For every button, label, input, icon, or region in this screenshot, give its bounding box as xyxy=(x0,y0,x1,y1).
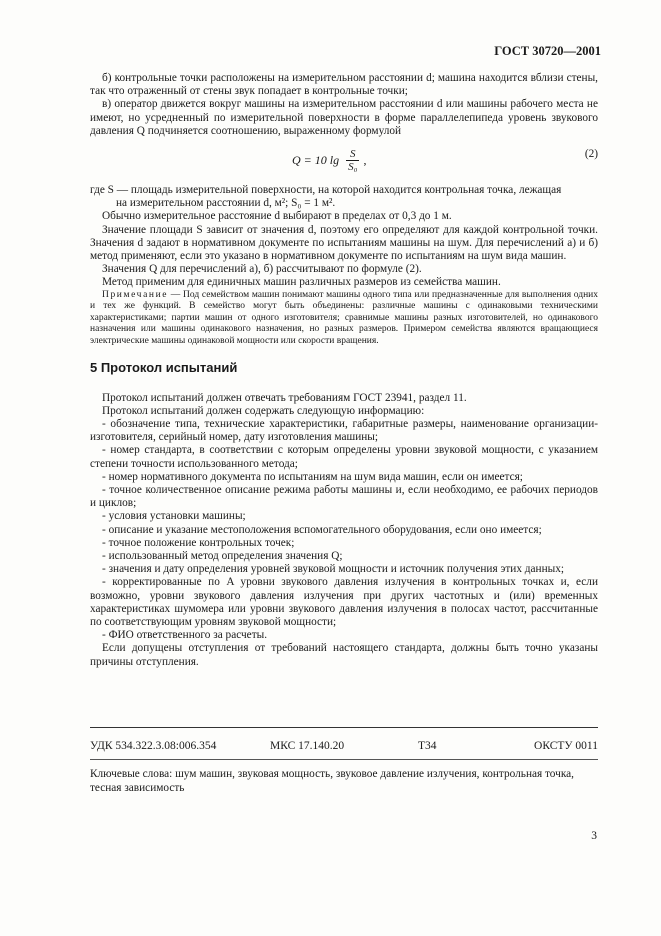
list-item: - номер нормативного документа по испытаниям на шум вида машин, если он имеется; xyxy=(102,470,523,483)
list-item: - использованный метод определения значения Q; xyxy=(102,550,343,563)
list-item: - точное положение контрольных точек; xyxy=(102,536,295,549)
note xyxy=(90,290,598,348)
t-code: Т34 xyxy=(418,740,437,752)
formula-denominator: S₀ xyxy=(348,161,358,174)
list-item: - описание и указание местоположения вспомогательного оборудования, если оно имеется; xyxy=(102,523,542,536)
list-item: - ФИО ответственного за расчеты. xyxy=(102,629,268,642)
paragraph-method: Метод применим для единичных машин различных размеров из семейства машин. xyxy=(102,276,501,289)
list-item: - значения и дату определения уровней звуковой мощности и источник получения этих данных; xyxy=(102,563,565,576)
section-paragraph: Протокол испытаний должен содержать следующую информацию: xyxy=(102,404,425,417)
main-content xyxy=(90,72,598,669)
list-item: - точное количественное описание режима работы машины и, если необходимо, ее рабочих периодов и циклов; xyxy=(90,484,598,510)
page-number: 3 xyxy=(591,830,597,842)
formula-number: (2) xyxy=(584,148,598,161)
section-body xyxy=(90,392,598,669)
paragraph-q-values: Значения Q для перечислений а), б) рассчитывают по формуле (2). xyxy=(102,263,422,276)
udk-code: УДК 534.322.3.08:006.354 xyxy=(90,740,217,752)
footer-divider xyxy=(90,727,598,728)
note-label: Примечание xyxy=(102,289,169,300)
where-line-1: где S — площадь измерительной поверхности, на которой находится контрольная точка, лежащая xyxy=(90,184,562,197)
list-item: - обозначение типа, технические характеристики, габаритные размеры, наименование организации-изготовителя, серийный номер, дату изготовления машины; xyxy=(90,418,598,444)
formula-lhs: Q = 10 lg xyxy=(292,152,340,167)
standard-code: ГОСТ 30720—2001 xyxy=(494,44,601,58)
section-paragraph: Протокол испытаний должен отвечать требованиям ГОСТ 23941, раздел 11. xyxy=(102,391,467,404)
note-text: — Под семейством машин понимают машины одного типа или предназначенные для выполнения одних и тех же функций. В семейство могут быть объединены: различные машины с одинаковыми техническими характеристиками; партии машин от одного изготовителя; сравнимые машины разных изготовителей, но одинакового назначения или машины одинакового назначения, но разных размеров. Примером семейства являются вращающиеся электрические машины одинаковой мощности или скорости вращения. xyxy=(90,289,598,347)
paragraph-distance: Обычно измерительное расстояние d выбирают в пределах от 0,3 до 1 м. xyxy=(102,210,452,223)
formula-numerator: S xyxy=(350,148,356,161)
okstu-code: ОКСТУ 0011 xyxy=(534,740,598,752)
formula-comma: , xyxy=(363,152,367,167)
footer-divider-2 xyxy=(90,759,598,760)
section-title: 5 Протокол испытаний xyxy=(90,359,238,375)
list-item: - условия установки машины; xyxy=(102,510,246,523)
section-paragraph: Если допущены отступления от требований настоящего стандарта, должны быть точно указаны причины отступления. xyxy=(90,642,598,668)
list-item: - корректированные по A уровни звукового давления излучения в контрольных точках и, если возможно, уровни звукового давления излучения при других частотных и (или) временных характеристиках шумомера или уровни звукового давления излучения в полосах частот, рассчитанные по соответствующим уровням звуковой мощности; xyxy=(90,576,598,629)
item-b: б) контрольные точки расположены на измерительном расстоянии d; машина находится вблизи стены, так что отраженный от стены звук попадает в контрольные точки; xyxy=(90,72,598,98)
formula-fraction xyxy=(346,148,359,173)
paragraph-area: Значение площади S зависит от значения d, поэтому его определяют для каждой контрольной точки. Значения d задают в нормативном документе по испытаниям машины на шум. Для перечислений а) и б) метод применяют, если это указано в нормативном документе по испытаниям на шум вида машин. xyxy=(90,223,598,263)
item-v: в) оператор движется вокруг машины на измерительном расстоянии d или машины рабочего места не имеют, но усредненный по измерительной поверхности в форме параллелепипеда уровень звукового давления Q подчиняется соотношению, выраженному формулой xyxy=(90,98,598,137)
list-item: - номер стандарта, в соответствии с которым определены уровни звуковой мощности, с указанием степени точности использованного метода; xyxy=(90,444,598,470)
formula-2 xyxy=(90,144,598,180)
mks-code: МКС 17.140.20 xyxy=(270,740,345,752)
keywords: Ключевые слова: шум машин, звуковая мощность, звуковое давление излучения, контрольная точка, тесная зависимость xyxy=(90,768,574,794)
where-line-2: на измерительном расстоянии d, м²; S₀ = 1 м². xyxy=(116,197,336,210)
